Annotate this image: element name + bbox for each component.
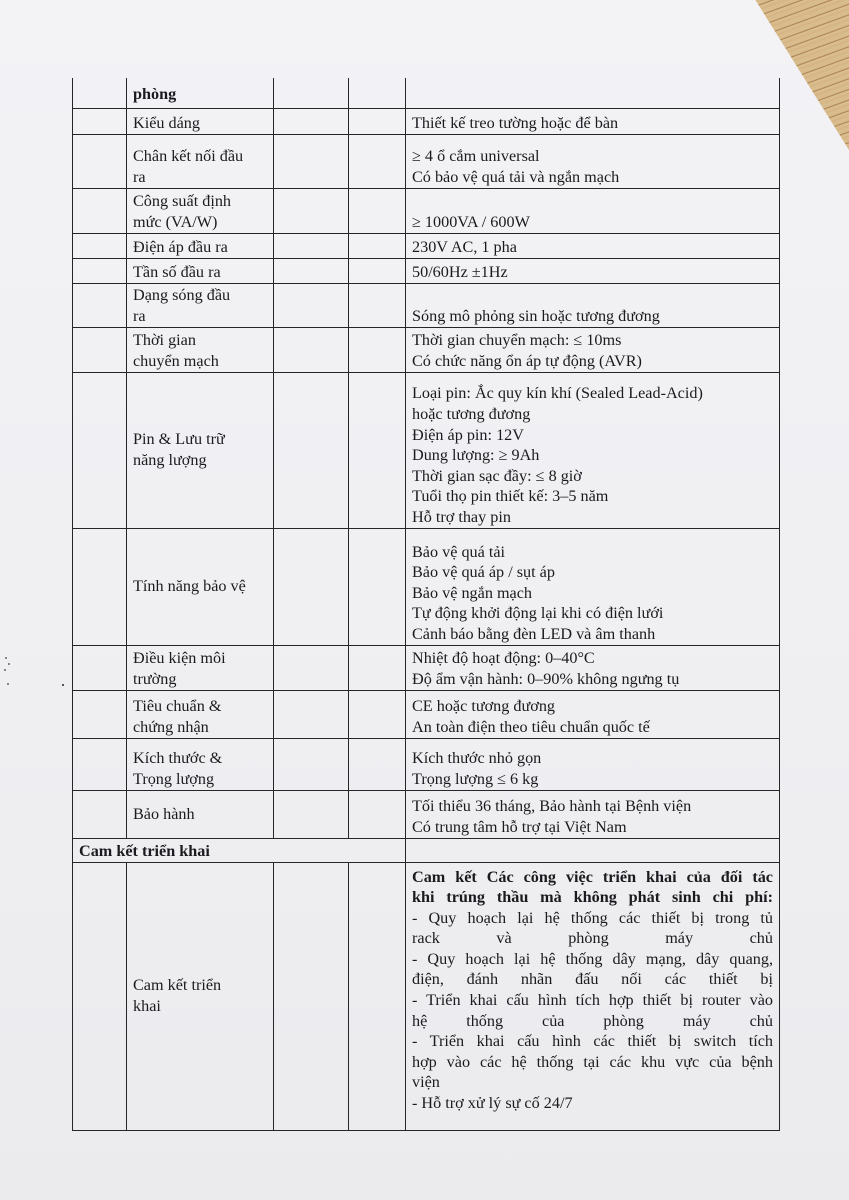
- commitment-item-line: - Hỗ trợ xử lý sự cố 24/7: [412, 1094, 573, 1113]
- empty-cell: [73, 134, 127, 188]
- empty-cell: [274, 283, 349, 327]
- spec-value-line: Thiết kế treo tường hoặc để bàn: [412, 113, 619, 132]
- spec-label-line: Pin & Lưu trữ: [133, 430, 225, 449]
- empty-cell: [274, 790, 349, 838]
- empty-cell: [349, 108, 406, 134]
- spec-value-line: An toàn điện theo tiêu chuẩn quốc tế: [412, 717, 650, 736]
- empty-cell: [349, 645, 406, 690]
- spec-value: [406, 690, 780, 738]
- empty-cell: [349, 327, 406, 372]
- table-row: [73, 188, 780, 233]
- spec-label-line: ra: [133, 306, 146, 325]
- spec-value-line: Tuổi thọ pin thiết kế: 3–5 năm: [412, 487, 609, 506]
- spec-value-line: Trọng lượng ≤ 6 kg: [412, 769, 539, 788]
- spec-label-line: Thời gian: [133, 331, 196, 350]
- empty-cell: [73, 528, 127, 645]
- empty-cell: [406, 78, 780, 108]
- paper-specks: [2, 655, 14, 695]
- spec-label: [127, 790, 274, 838]
- empty-cell: [274, 258, 349, 283]
- spec-value-line: Kích thước nhỏ gọn: [412, 749, 542, 768]
- spec-value-line: Sóng mô phỏng sin hoặc tương đương: [412, 306, 660, 325]
- empty-cell: [349, 738, 406, 790]
- spec-value-line: Có chức năng ổn áp tự động (AVR): [412, 351, 642, 370]
- commitment-item-line: hệ thống của phòng máy chủ: [412, 1011, 773, 1030]
- empty-cell: [274, 645, 349, 690]
- empty-cell: [274, 188, 349, 233]
- table-row: [73, 790, 780, 838]
- spec-label-line: Kích thước &: [133, 749, 223, 768]
- commitment-item-line: viện: [412, 1073, 440, 1092]
- commitment-intro-line: Cam kết Các công việc triển khai của đối tác: [412, 867, 773, 886]
- commitment-intro-line: khi trúng thầu mà không phát sinh chi phí:: [412, 888, 773, 907]
- spec-label: [127, 134, 274, 188]
- spec-label: [127, 258, 274, 283]
- spec-value-line: Bảo vệ quá áp / sụt áp: [412, 563, 555, 582]
- spec-value: [406, 258, 780, 283]
- commitment-item-line: rack và phòng máy chủ: [412, 929, 773, 948]
- table-row: [73, 862, 780, 1130]
- empty-cell: [406, 838, 780, 862]
- empty-cell: [73, 790, 127, 838]
- commitment-label-line: Cam kết triển: [133, 976, 222, 995]
- empty-cell: [274, 134, 349, 188]
- empty-cell: [274, 862, 349, 1130]
- spec-value-line: Có trung tâm hỗ trợ tại Việt Nam: [412, 817, 627, 836]
- spec-value-line: Tối thiểu 36 tháng, Bảo hành tại Bệnh viện: [412, 797, 692, 816]
- spec-value-line: Hỗ trợ thay pin: [412, 507, 511, 526]
- spec-value-line: Cảnh báo bằng đèn LED và âm thanh: [412, 624, 656, 643]
- spec-value-line: Có bảo vệ quá tải và ngắn mạch: [412, 167, 620, 186]
- empty-cell: [73, 258, 127, 283]
- spec-value-line: Tự động khởi động lại khi có điện lưới: [412, 604, 664, 623]
- spec-value: [406, 108, 780, 134]
- commitment-item-line: - Triển khai cấu hình tích hợp thiết bị router vào: [412, 991, 773, 1010]
- spec-value-line: CE hoặc tương đương: [412, 697, 556, 716]
- empty-cell: [349, 188, 406, 233]
- empty-cell: [349, 283, 406, 327]
- empty-cell: [349, 372, 406, 528]
- empty-cell: [349, 258, 406, 283]
- spec-label: [127, 645, 274, 690]
- spec-value-line: hoặc tương đương: [412, 404, 531, 423]
- spec-value-line: Bảo vệ quá tải: [412, 542, 506, 561]
- empty-cell: [73, 862, 127, 1130]
- empty-cell: [73, 645, 127, 690]
- empty-cell: [349, 134, 406, 188]
- spec-label-line: Kiểu dáng: [133, 113, 200, 132]
- table-row: [73, 645, 780, 690]
- empty-cell: [349, 790, 406, 838]
- spec-value-line: Loại pin: Ắc quy kín khí (Sealed Lead-Acid): [412, 384, 703, 403]
- spec-value-line: ≥ 4 ổ cắm universal: [412, 147, 540, 166]
- empty-cell: [73, 233, 127, 258]
- spec-value-line: 50/60Hz ±1Hz: [412, 262, 508, 281]
- spec-label-line: ra: [133, 167, 146, 186]
- spec-value: [406, 134, 780, 188]
- spec-value: [406, 327, 780, 372]
- spec-label-line: Công suất định: [133, 192, 232, 211]
- table-row: [73, 258, 780, 283]
- table-row: [73, 78, 780, 108]
- spec-label-line: Bảo hành: [133, 804, 195, 823]
- empty-cell: [73, 108, 127, 134]
- spec-value-line: Độ ẩm vận hành: 0–90% không ngưng tụ: [412, 669, 680, 688]
- table-row: [73, 738, 780, 790]
- empty-cell: [274, 108, 349, 134]
- spec-label: [127, 528, 274, 645]
- commitment-item-line: - Quy hoạch lại hệ thống dây mạng, dây quang,: [412, 949, 773, 968]
- empty-cell: [73, 372, 127, 528]
- empty-cell: [349, 528, 406, 645]
- spec-label-line: Tiêu chuẩn &: [133, 697, 222, 716]
- spec-value-line: Thời gian chuyển mạch: ≤ 10ms: [412, 331, 622, 350]
- empty-cell: [73, 78, 127, 108]
- spec-value-line: Dung lượng: ≥ 9Ah: [412, 446, 540, 465]
- spec-label: [127, 233, 274, 258]
- spec-value: [406, 188, 780, 233]
- table-row: [73, 233, 780, 258]
- commitment-item-line: điện, đánh nhãn đấu nối các thiết bị: [412, 970, 773, 989]
- commitment-item-line: - Triển khai cấu hình các thiết bị switch tích: [412, 1032, 773, 1051]
- empty-cell: [274, 372, 349, 528]
- empty-cell: [73, 327, 127, 372]
- spec-label-line: mức (VA/W): [133, 212, 218, 231]
- table-row: [73, 372, 780, 528]
- table-row: [73, 327, 780, 372]
- paper-speck: [62, 684, 64, 686]
- spec-label-line: chuyển mạch: [133, 351, 219, 370]
- spec-value: [406, 372, 780, 528]
- empty-cell: [274, 78, 349, 108]
- spec-label-line: năng lượng: [133, 451, 207, 469]
- empty-cell: [274, 528, 349, 645]
- spec-value-line: 230V AC, 1 pha: [412, 237, 517, 256]
- table-row: [73, 690, 780, 738]
- spec-value-line: ≥ 1000VA / 600W: [412, 212, 530, 231]
- empty-cell: [73, 738, 127, 790]
- empty-cell: [274, 690, 349, 738]
- spec-value: [406, 528, 780, 645]
- spec-label-line: Điện áp đầu ra: [133, 237, 228, 256]
- empty-cell: [349, 78, 406, 108]
- spec-value-line: Nhiệt độ hoạt động: 0–40°C: [412, 649, 595, 668]
- spec-label: [127, 690, 274, 738]
- commitment-item-line: hợp vào các hệ thống tại các khu vực của bệnh: [412, 1052, 773, 1071]
- spec-label: [127, 188, 274, 233]
- continued-heading: phòng: [127, 78, 274, 108]
- empty-cell: [349, 233, 406, 258]
- commitment-value: [406, 862, 780, 1130]
- commitment-label-line: khai: [133, 997, 161, 1015]
- spec-label-line: Điều kiện môi: [133, 649, 226, 668]
- empty-cell: [274, 327, 349, 372]
- commitment-label: [127, 862, 274, 1130]
- section-title: Cam kết triển khai: [73, 838, 406, 862]
- empty-cell: [349, 862, 406, 1130]
- spec-label-line: Trọng lượng: [133, 769, 215, 788]
- spec-label: [127, 108, 274, 134]
- spec-value-line: Điện áp pin: 12V: [412, 425, 524, 444]
- section-row: [73, 838, 780, 862]
- commitment-item-line: - Quy hoạch lại hệ thống các thiết bị trong tủ: [412, 908, 773, 927]
- spec-label-line: Chân kết nối đầu: [133, 147, 244, 166]
- spec-value: [406, 283, 780, 327]
- spec-table: [72, 78, 780, 1131]
- spec-label: [127, 283, 274, 327]
- empty-cell: [274, 233, 349, 258]
- spec-value: [406, 233, 780, 258]
- spec-label-line: Dạng sóng đầu: [133, 286, 231, 305]
- table-row: [73, 108, 780, 134]
- spec-value: [406, 738, 780, 790]
- spec-value-line: Thời gian sạc đầy: ≤ 8 giờ: [412, 466, 582, 485]
- spec-value: [406, 790, 780, 838]
- spec-label-line: Tính năng bảo vệ: [133, 577, 246, 596]
- empty-cell: [73, 690, 127, 738]
- table-row: [73, 283, 780, 327]
- table-row: [73, 528, 780, 645]
- empty-cell: [274, 738, 349, 790]
- spec-label: [127, 327, 274, 372]
- spec-label-line: Tần số đầu ra: [133, 262, 221, 281]
- spec-value: [406, 645, 780, 690]
- spec-value-line: Bảo vệ ngắn mạch: [412, 583, 533, 602]
- empty-cell: [73, 188, 127, 233]
- spec-label: [127, 372, 274, 528]
- spec-label: [127, 738, 274, 790]
- empty-cell: [73, 283, 127, 327]
- empty-cell: [349, 690, 406, 738]
- spec-label-line: trường: [133, 669, 177, 688]
- table-row: [73, 134, 780, 188]
- spec-label-line: chứng nhận: [133, 717, 209, 736]
